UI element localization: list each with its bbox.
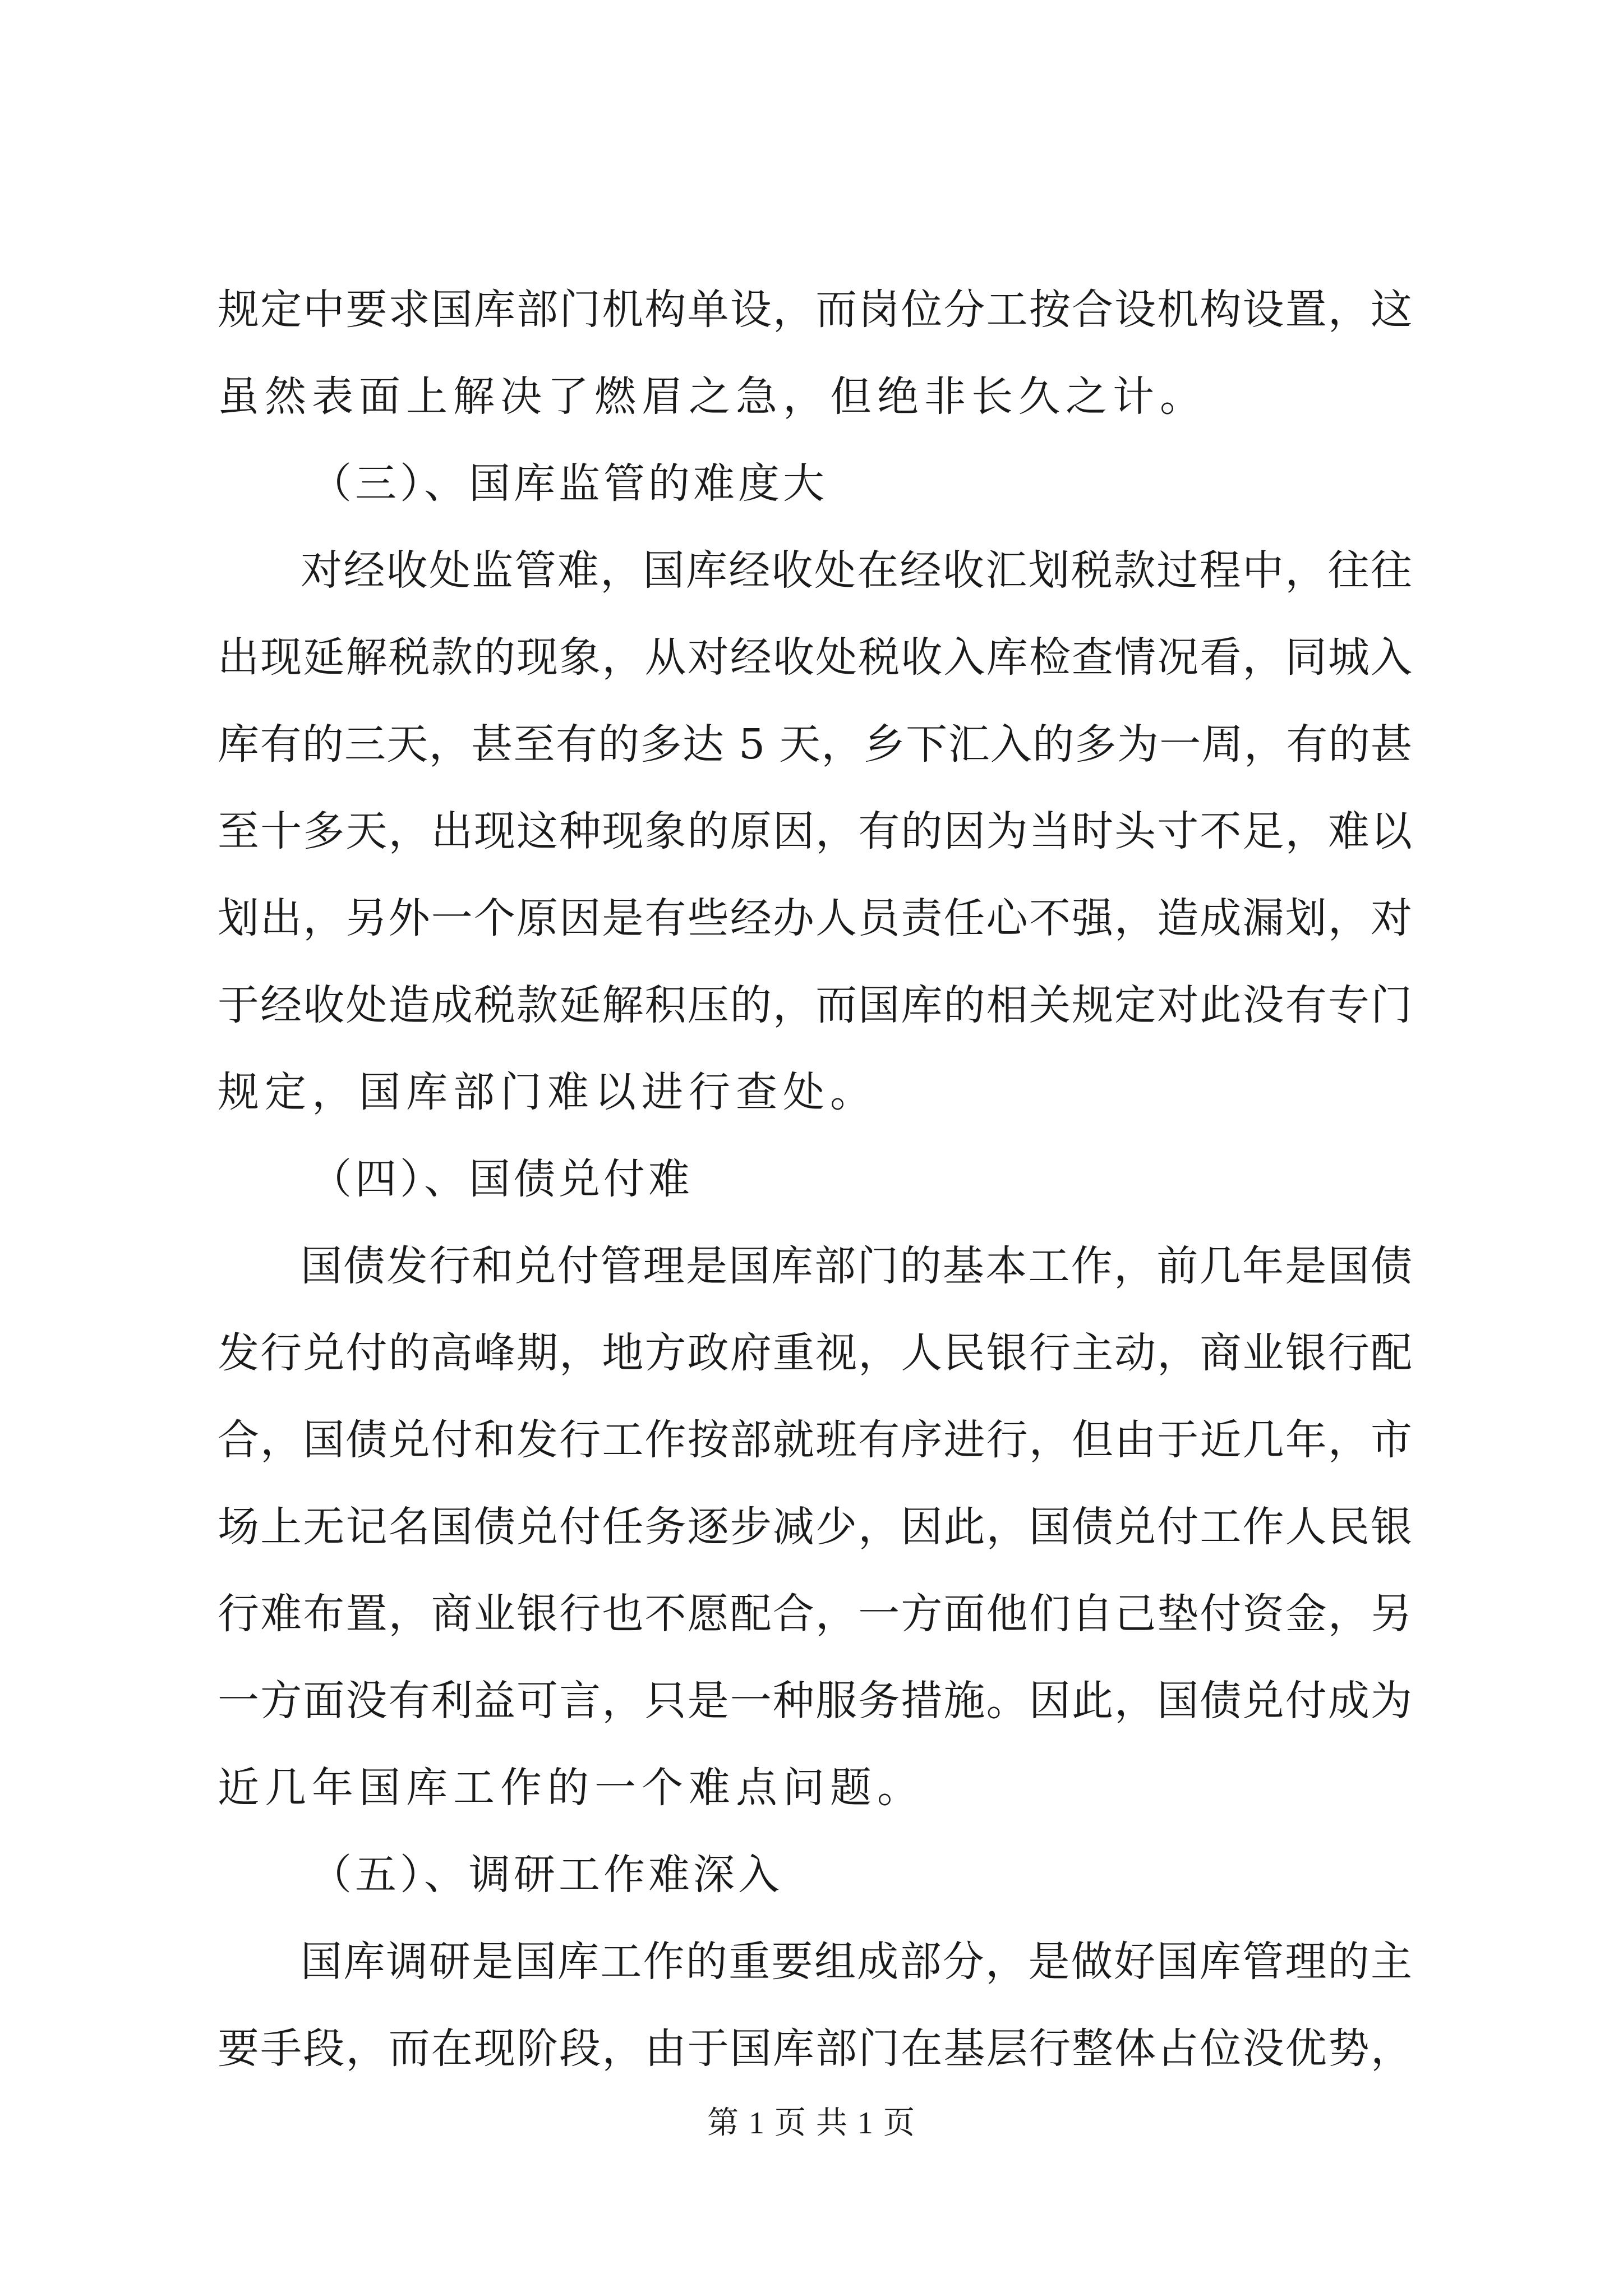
paragraph-line: 行难布置，商业银行也不愿配合，一方面他们自己垫付资金，另 [218,1590,1412,1638]
paragraph-line: 规定中要求国库部门机构单设，而岗位分工按合设机构设置，这 [218,286,1412,334]
paragraph-line: 库有的三天，甚至有的多达 5 天，乡下汇入的多为一周，有的甚 [218,720,1412,769]
paragraph-line: 国债发行和兑付管理是国库部门的基本工作，前几年是国债 [301,1242,1412,1290]
section-heading-4: （四）、国债兑付难 [310,1155,693,1203]
paragraph-line: 至十多天，出现这种现象的原因，有的因为当时头寸不足，难以 [218,807,1412,855]
paragraph-line: 出现延解税款的现象，从对经收处税收入库检查情况看，同城入 [218,633,1412,682]
paragraph-line: 于经收处造成税款延解积压的，而国库的相关规定对此没有专门 [218,981,1412,1029]
section-heading-5: （五）、调研工作难深入 [310,1851,783,1899]
paragraph-line: 合，国债兑付和发行工作按部就班有序进行，但由于近几年，市 [218,1416,1412,1464]
paragraph-line: 发行兑付的高峰期，地方政府重视，人民银行主动，商业银行配 [218,1329,1412,1377]
paragraph-line: 一方面没有利益可言，只是一种服务措施。因此，国债兑付成为 [218,1677,1412,1725]
paragraph-line: 虽然表面上解决了燃眉之急，但绝非长久之计。 [218,372,1207,421]
paragraph-line: 要手段，而在现阶段，由于国库部门在基层行整体占位没优势， [218,2024,1412,2073]
page-number-footer: 第 1 页 共 1 页 [707,2106,916,2141]
paragraph-line: 对经收处监管难，国库经收处在经收汇划税款过程中，往往 [301,546,1412,595]
paragraph-line: 划出，另外一个原因是有些经办人员责任心不强，造成漏划，对 [218,894,1412,942]
paragraph-line: 国库调研是国库工作的重要组成部分，是做好国库管理的主 [301,1938,1412,1986]
paragraph-line: 规定，国库部门难以进行查处。 [218,1068,877,1116]
section-heading-3: （三）、国库监管的难度大 [310,459,828,508]
document-body [218,266,1412,2092]
paragraph-line: 近几年国库工作的一个难点问题。 [218,1764,924,1812]
paragraph-line: 场上无记名国债兑付任务逐步减少，因此，国债兑付工作人民银 [218,1503,1412,1551]
